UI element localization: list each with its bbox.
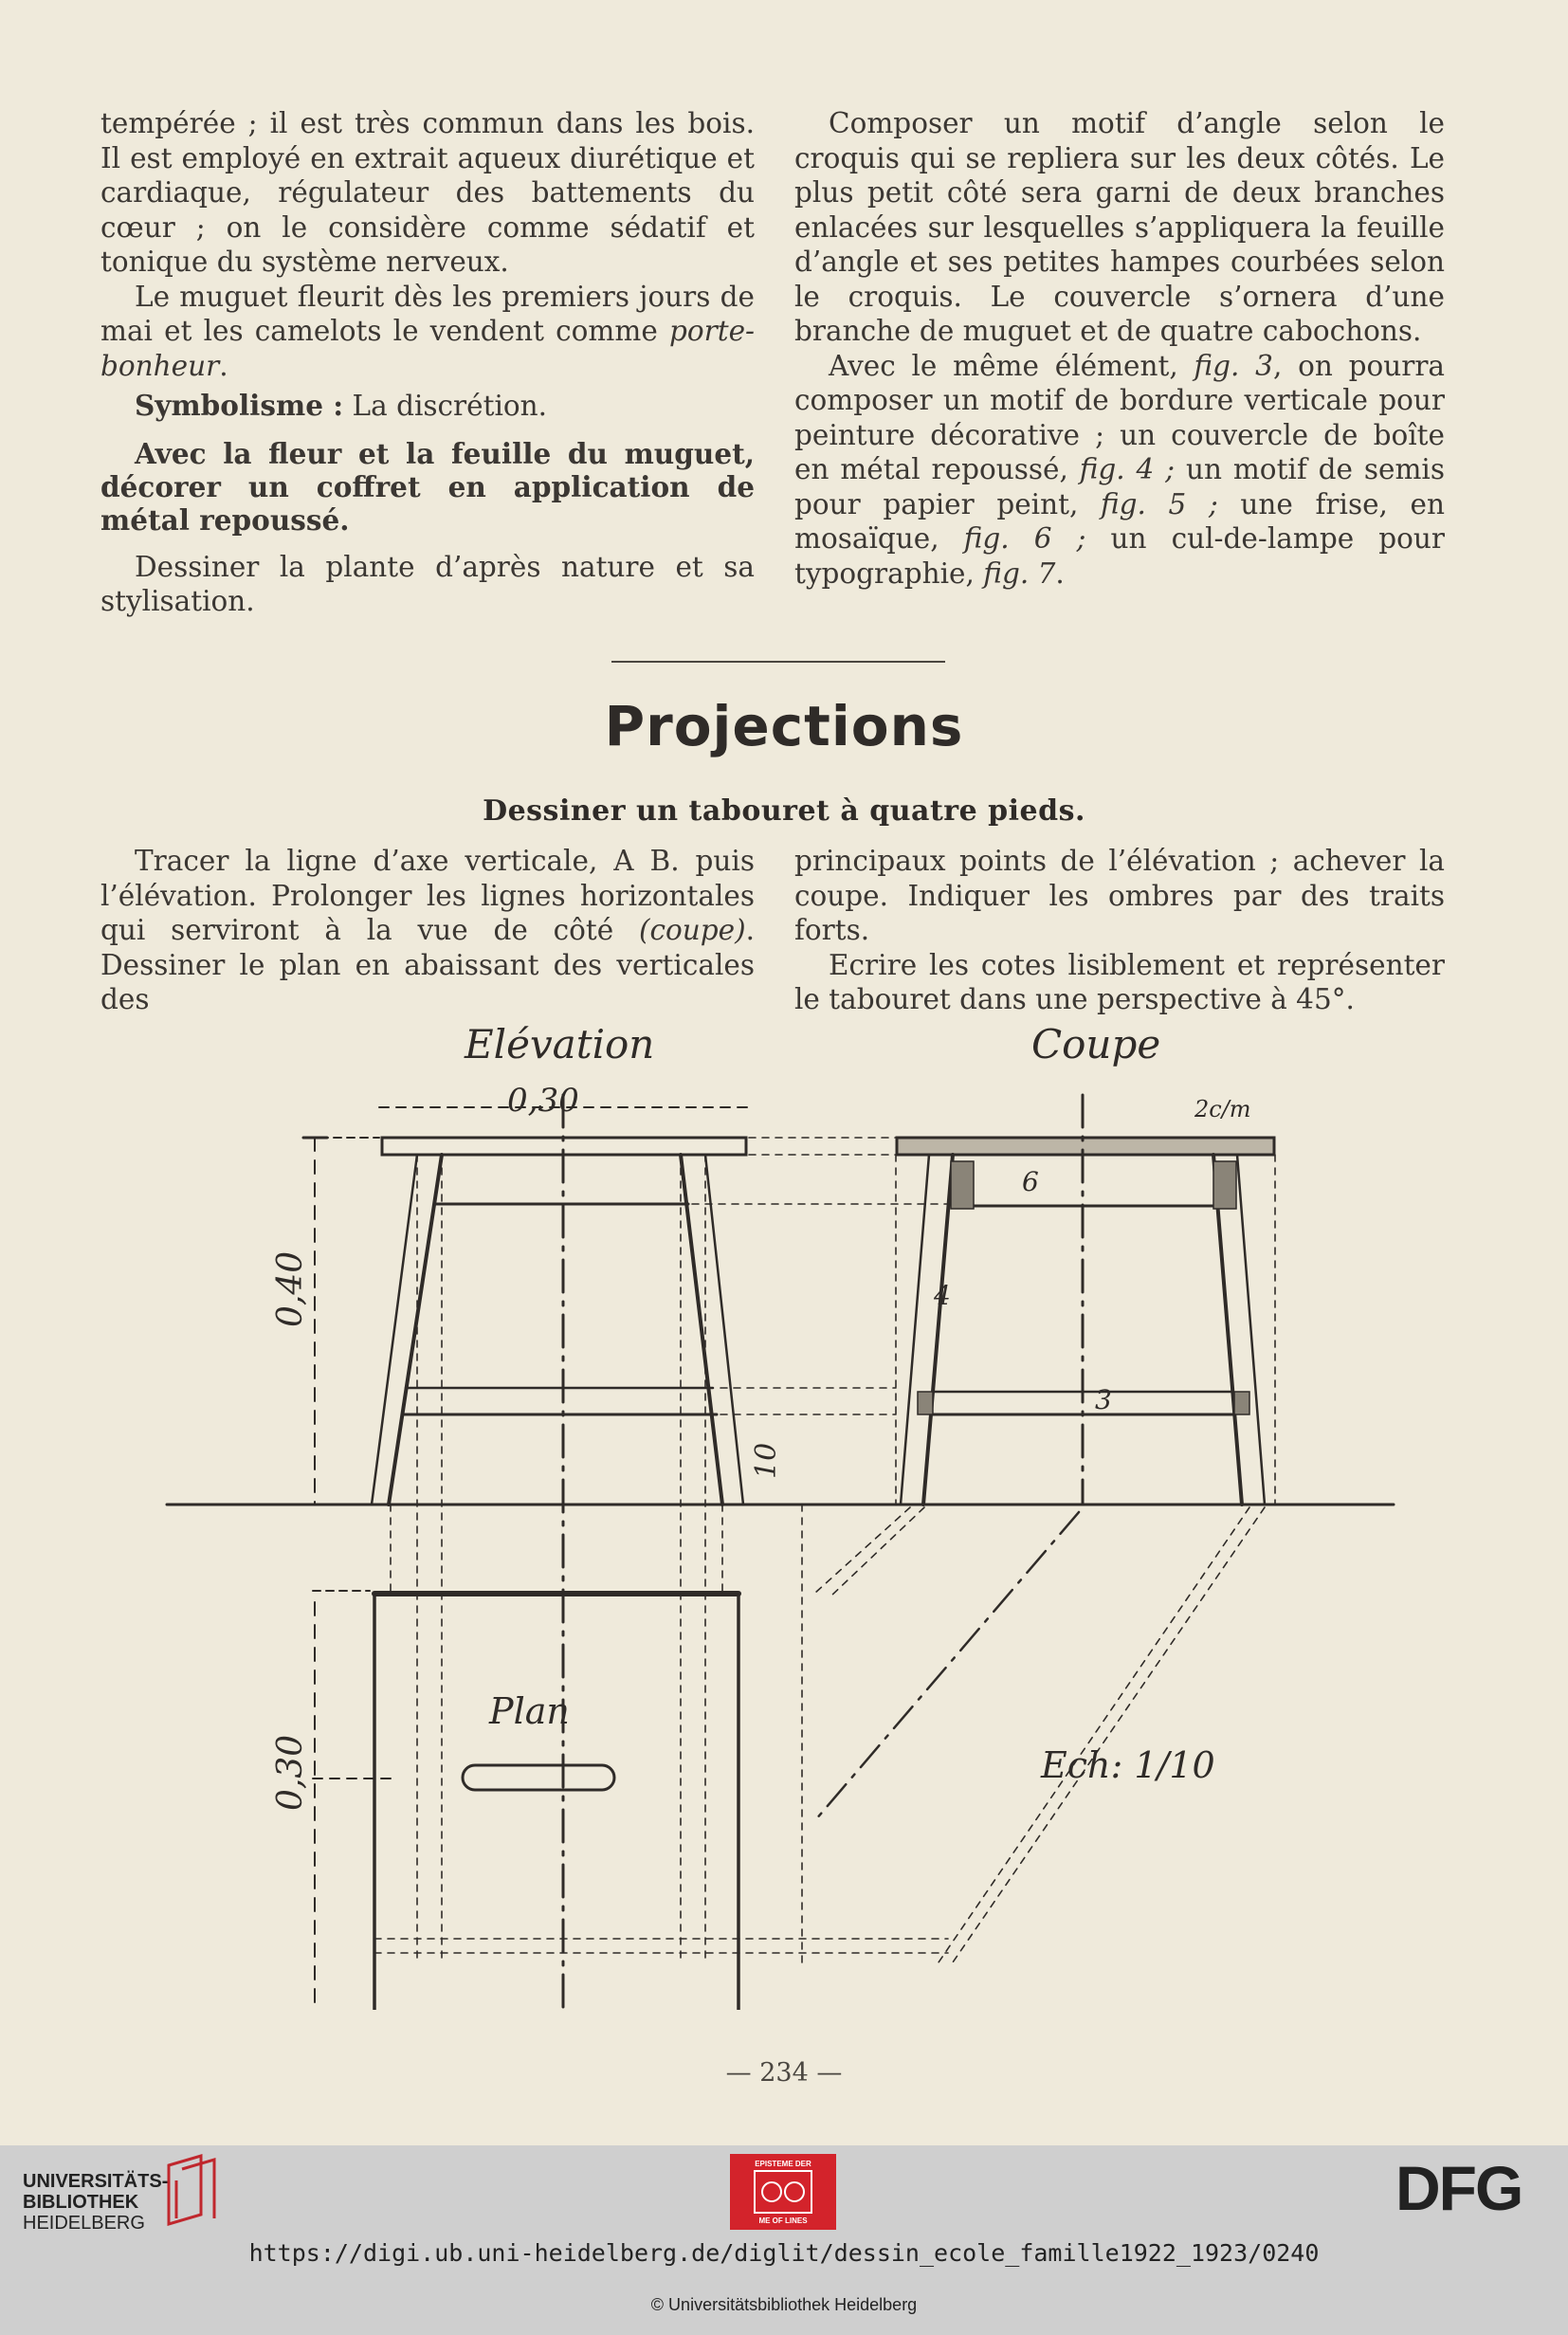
section-subtitle: Dessiner un tabouret à quatre pieds. — [483, 794, 1085, 828]
dim-10: 10 — [750, 1442, 783, 1479]
paragraph: Symbolisme : La discrétion. — [135, 389, 548, 422]
left-column — [100, 106, 755, 619]
label-coupe: Coupe — [1031, 1021, 1161, 1067]
paragraph: Dessiner la plante d’après nature et sa stylisation. — [100, 550, 755, 617]
dfg-logo[interactable]: DFG — [1395, 2153, 1522, 2223]
paragraph: Le muguet fleurit dès les premiers jours de mai et les camelots le vendent comme porte-bonheur. — [100, 280, 755, 382]
perspective-lines — [374, 1505, 1265, 1962]
section-divider — [611, 661, 945, 663]
exercise-heading: Avec la fleur et la feuille du muguet, décorer un coffret en application de métal repoussé. — [100, 436, 755, 537]
permalink[interactable]: https://digi.ub.uni-heidelberg.de/diglit/dessin_ecole_famille1922_1923/0240 — [248, 2239, 1320, 2267]
dim-6: 6 — [1022, 1166, 1039, 1197]
paragraph: Composer un motif d’angle selon le croquis qui se repliera sur les deux côtés. Le plus petit côté sera garni de deux branches enlacées sur lesquelles s’appliquera la feuille d’angle et ses petites hampes courbées selon le croquis. Le couvercle s’ornera d’une branche de muguet et de quatre cabochons. — [794, 107, 1445, 347]
plan-view — [271, 1591, 738, 2010]
coupe-view — [897, 1095, 1274, 1505]
instructions-left — [100, 844, 755, 1017]
epi-text: ME OF LINES — [758, 2216, 808, 2225]
elevation-view — [271, 1082, 783, 2010]
library-line: HEIDELBERG — [23, 2213, 145, 2234]
library-logo-icon[interactable] — [159, 2152, 220, 2228]
paragraph: tempérée ; il est très commun dans les bois. Il est employé en extrait aqueux diurétique et cardiaque, régulateur des battements du cœur ; on le considère comme sédatif et tonique du système nerveux. — [100, 107, 755, 278]
paragraph: Tracer la ligne d’axe verticale, A B. puis l’élévation. Prolonger les lignes horizontales qui serviront à la vue de côté (coupe). Dessiner le plan en abaissant des verticales des — [100, 845, 755, 1015]
paragraph: Avec le même élément, fig. 3, on pourra composer un motif de bordure verticale pour peinture décorative ; un couvercle de boîte en métal repoussé, fig. 4 ; un motif de semis pour papier peint, fig. 5 ; une frise, en mosaïque, fig. 6 ; un cul-de-lampe pour typographie, fig. 7. — [794, 349, 1446, 590]
paragraph: Ecrire les cotes lisiblement et représenter le tabouret dans une perspective à 45°. — [794, 948, 1445, 1015]
dim-2cm: 2c/m — [1194, 1096, 1251, 1122]
stool-projection-drawing — [0, 1005, 1568, 2010]
episteme-logo[interactable] — [730, 2154, 836, 2230]
library-name — [23, 2171, 168, 2234]
copyright: © Universitätsbibliothek Heidelberg — [650, 2295, 918, 2314]
dim-3: 3 — [1095, 1384, 1112, 1415]
dim-height: 0,40 — [271, 1250, 310, 1327]
instructions-right — [794, 844, 1445, 1017]
section-title: Projections — [604, 694, 964, 758]
epi-text: EPISTEME DER — [755, 2160, 811, 2168]
paragraph: principaux points de l’élévation ; achever la coupe. Indiquer les ombres par des traits forts. — [794, 845, 1445, 946]
right-column — [794, 106, 1445, 591]
dim-plan: 0,30 — [271, 1734, 310, 1811]
dim-4: 4 — [934, 1280, 951, 1311]
library-line: UNIVERSITÄTS- — [23, 2171, 169, 2192]
library-line: BIBLIOTHEK — [23, 2192, 139, 2213]
projection-lines — [391, 1138, 1275, 1962]
label-plan: Plan — [489, 1690, 570, 1732]
page-number: — 234 — — [725, 2058, 843, 2088]
label-elevation: Elévation — [465, 1021, 655, 1067]
scale-label: Ech: 1/10 — [1041, 1744, 1215, 1786]
dim-width: 0,30 — [507, 1082, 579, 1120]
